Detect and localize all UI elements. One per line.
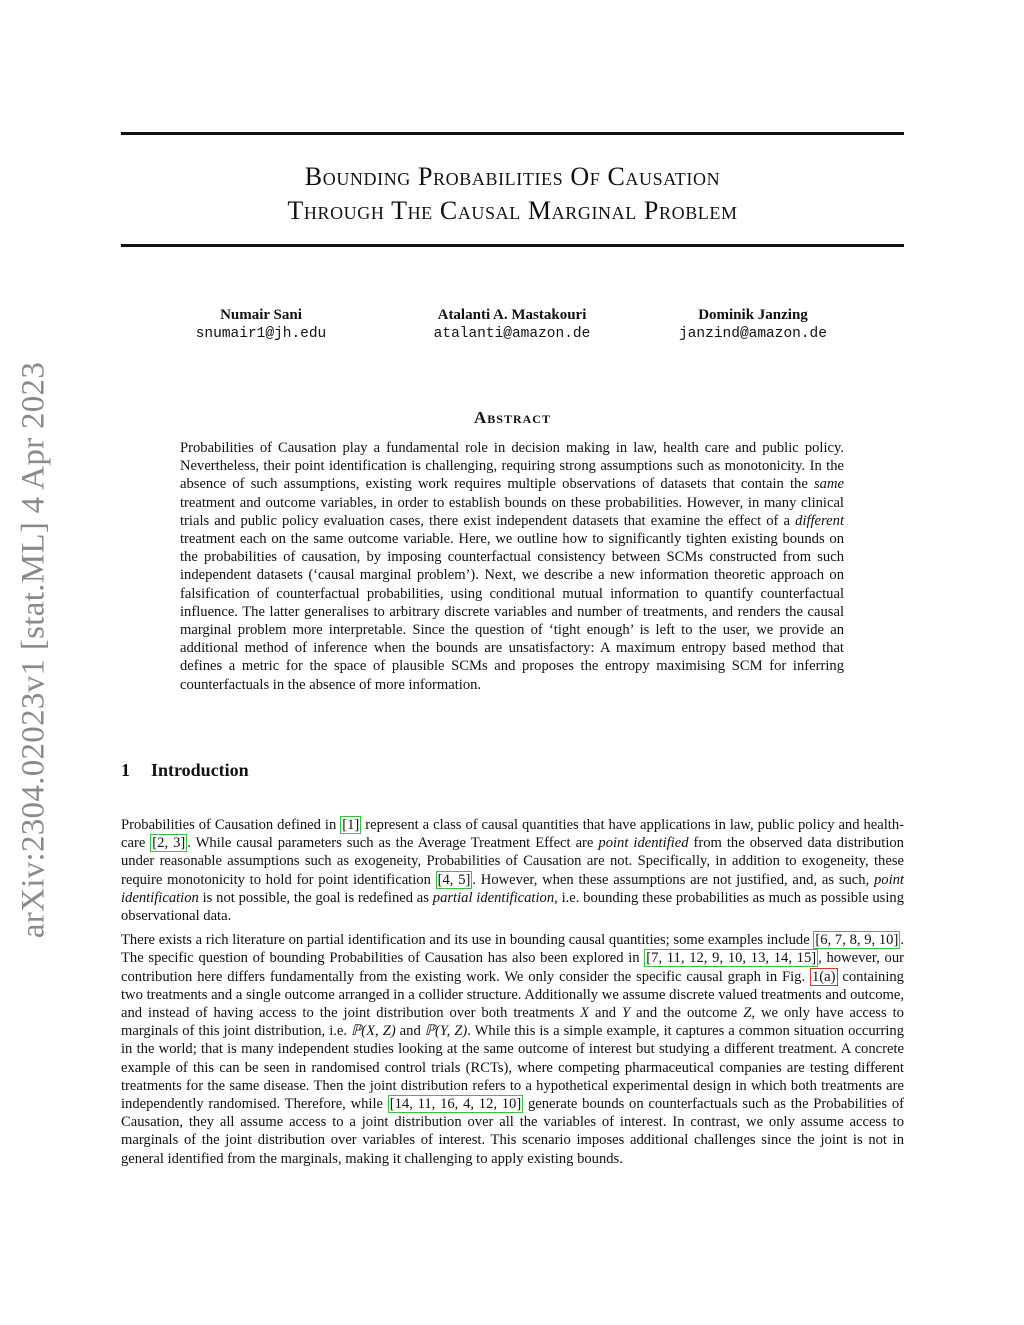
math-expression: ℙ(X, Z): [351, 1023, 396, 1040]
citation-link[interactable]: [14, 11, 16, 4, 12, 10]: [389, 1096, 522, 1113]
abstract-heading: Abstract: [474, 408, 551, 427]
title-rule-top: [121, 132, 904, 135]
text-run: . While this is a simple example, it captures a common situation occurring in the world; that is many independent studies looking at the same outcome of interest but studying a different treatment. A concrete example of this can be seen in randomised control trials (RCTs), where competing pharmaceutical companies are testing different treatments for the same disease. Then the joint distribution refers to a hypothetical experimental design in which both treatments are independently randomised. Therefore, while: [121, 1023, 905, 1113]
citation-link[interactable]: [7, 11, 12, 9, 10, 13, 14, 15]: [646, 950, 817, 967]
text-run: There exists a rich literature on partial identification and its use in bounding causal quantities; some examples include: [121, 932, 814, 949]
emphasis: partial identification: [432, 889, 555, 906]
author-2: [382, 306, 642, 344]
arxiv-stamp: arXiv:2304.02023v1 [stat.ML] 4 Apr 2023: [15, 361, 52, 939]
citation-link[interactable]: [4, 5]: [437, 871, 471, 888]
emphasis: point identified: [598, 835, 689, 852]
emphasis: different: [795, 512, 844, 529]
intro-paragraph-1: [121, 816, 904, 925]
text-run: Probabilities of Causation defined in: [121, 817, 341, 833]
title-line-2: Through The Causal Marginal Problem: [287, 196, 738, 225]
text-run: , however, our contribution here differs fundamentally from the existing work. We only consider the specific causal graph in Fig.: [121, 950, 904, 985]
text-run: . However, when these assumptions are not justified, and, as such,: [472, 871, 874, 888]
author-email[interactable]: snumair1@jh.edu: [195, 326, 327, 342]
author-email[interactable]: atalanti@amazon.de: [433, 326, 591, 342]
section-title: Introduction: [151, 760, 249, 780]
author-1: [131, 306, 391, 344]
text-run: , we only have access to marginals of this joint distribution, i.e.: [121, 1005, 904, 1040]
text-run: and: [395, 1023, 425, 1040]
math-symbol: Y: [622, 1005, 631, 1022]
text-run: is not possible, the goal is redefined as: [198, 889, 433, 906]
citation-link[interactable]: [1]: [342, 817, 360, 833]
citation-link[interactable]: [2, 3]: [152, 835, 186, 852]
title-line-1: Bounding Probabilities Of Causation: [304, 162, 721, 191]
text-run: treatment each on the same outcome variable. Here, we outline how to significantly tighten existing bounds on the probabilities of causation, by imposing counterfactual consistency between SCMs constructed from such independent datasets (‘causal marginal problem’). Next, we describe a new information theoretic approach on falsification of counterfactual probabilities, using conditional mutual information to quantify counterfactual influence. The latter generalises to arbitrary discrete variables and number of treatments, and renders the causal marginal problem more interpretable. Since the question of ‘tight enough’ is left to the user, we provide an additional method of inference when the bounds are unsatisfactory: A maximum entropy based method that defines a metric for the space of plausible SCMs and proposes the entropy maximising SCM for inferring counterfactuals in the absence of more information.: [180, 531, 844, 693]
text-run: generate bounds on counterfactuals such as the Probabilities of Causation, they all assume access to a joint distribution over all the variables of interest. In contrast, we only assume access to marginals of the joint distribution over variables of interest. This scenario imposes additional challenges since the joint is not in general identified from the marginals, making it challenging to apply existing bounds.: [121, 1096, 904, 1167]
text-run: Probabilities of Causation play a fundamental role in decision making in law, health care and public policy. Nevertheless, their point identification is challenging, requiring strong assumptions such as monotonicity. In the absence of such assumptions, existing work requires multiple observations of datasets that contain the: [180, 440, 844, 493]
section-heading: [121, 760, 249, 781]
math-symbol: X: [580, 1005, 590, 1022]
intro-paragraph-2: [121, 931, 904, 1168]
author-email[interactable]: janzind@amazon.de: [679, 326, 827, 342]
text-run: from the observed data distribution under reasonable assumptions such as exogeneity, Probabilities of Causation are not. Specifically, in addition to exogeneity, these require monotonicity to hold for point identification: [121, 835, 904, 888]
math-symbol: Z: [743, 1005, 752, 1022]
text-run: . The specific question of bounding Probabilities of Causation has also been explored in: [121, 932, 904, 967]
text-run: containing two treatments and a single outcome arranged in a collider structure. Additionally we assume discrete valued treatments and outcome, and instead of having access to the joint distribution over both treatments: [121, 968, 904, 1022]
abstract-paragraph: [180, 439, 844, 694]
math-expression: ℙ(Y, Z): [424, 1023, 468, 1040]
title-rule-bottom: [121, 244, 904, 247]
text-run: and the outcome: [630, 1005, 744, 1022]
author-name: Atalanti A. Mastakouri: [437, 307, 587, 323]
author-name: Numair Sani: [220, 307, 302, 323]
text-run: treatment and outcome variables, in order to establish bounds on these probabilities. However, in many clinical trials and public policy evaluation cases, there exist independent datasets that examine the effect of a: [180, 494, 844, 529]
figure-reference-link[interactable]: 1(a): [812, 968, 836, 985]
author-3: [623, 306, 883, 344]
paper-title: [121, 160, 904, 228]
text-run: , i.e. bounding these probabilities as much as possible using observational data.: [121, 889, 904, 925]
text-run: and: [589, 1005, 623, 1022]
citation-link[interactable]: [6, 7, 8, 9, 10]: [815, 932, 899, 949]
section-number: 1: [121, 760, 130, 780]
text-run: . While causal parameters such as the Average Treatment Effect are: [187, 835, 599, 852]
author-name: Dominik Janzing: [698, 307, 808, 323]
body-text: [121, 816, 904, 1174]
abstract-text: [180, 439, 844, 694]
emphasis: same: [814, 476, 844, 493]
emphasis: point identification: [121, 871, 904, 906]
text-run: represent a class of causal quantities that have applications in law, public policy and health-care: [121, 817, 905, 852]
